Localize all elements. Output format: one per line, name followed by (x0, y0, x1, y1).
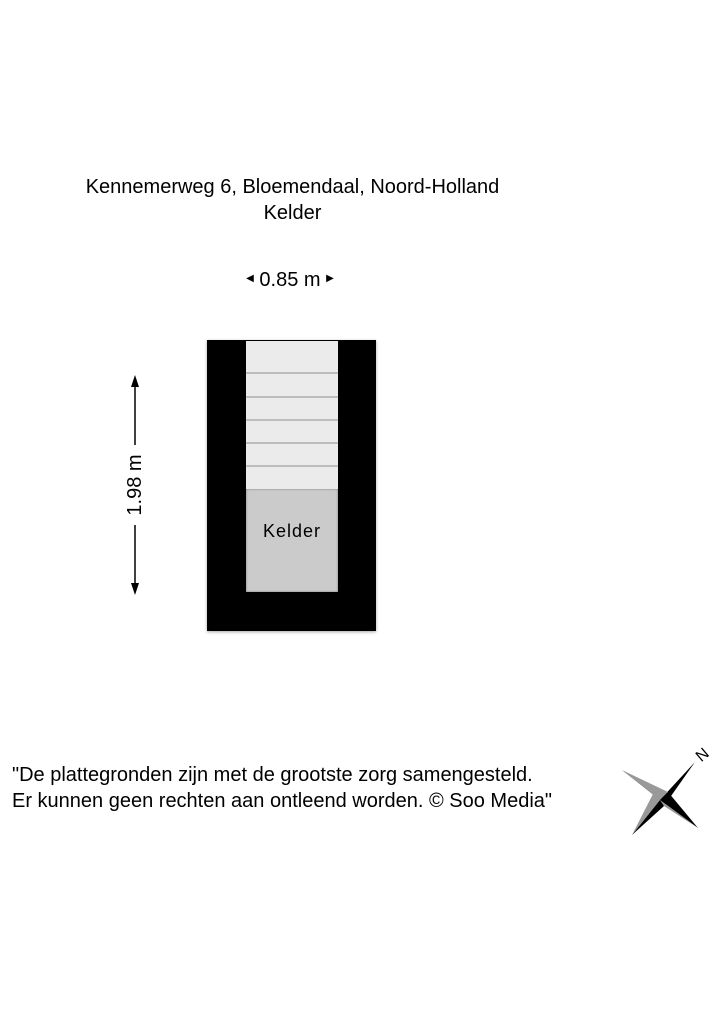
room-kelder (246, 489, 338, 592)
disclaimer (12, 762, 552, 814)
staircase (246, 341, 338, 489)
disclaimer-line-1: "De plattegronden zijn met de grootste zorg samengesteld. (12, 764, 533, 786)
room-label: Kelder (262, 521, 322, 541)
stair-step-line (246, 372, 338, 374)
height-dimension (120, 375, 150, 595)
arrow-left-icon: ◀ (246, 272, 254, 284)
width-dimension-label: 0.85 m (259, 269, 321, 291)
stair-step-line (246, 396, 338, 398)
north-label: N (692, 745, 713, 766)
address-title: Kennemerweg 6, Bloemendaal, Noord-Holland (85, 176, 500, 198)
height-dimension-label: 1.98 m (124, 454, 146, 516)
compass-rose-icon (612, 740, 717, 845)
width-dimension (240, 268, 340, 293)
stair-step-line (246, 419, 338, 421)
stair-step-line (246, 442, 338, 444)
floor-title: Kelder (263, 202, 322, 224)
arrow-right-icon: ▶ (326, 272, 334, 284)
disclaimer-line-2: Er kunnen geen rechten aan ontleend worden. © Soo Media" (12, 790, 552, 812)
stair-step-line (246, 465, 338, 467)
